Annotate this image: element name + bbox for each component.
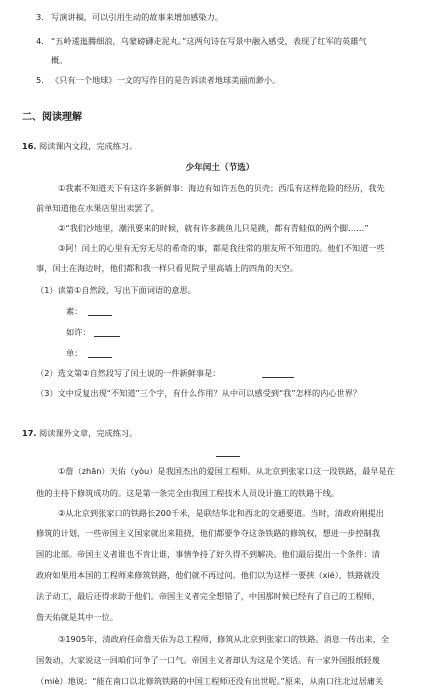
q17-paragraph2-line4: 政府如果用本国的工程师来修筑铁路，他们就不再过问。他们以为这样一要挟（xié），铁路就没 — [36, 570, 380, 580]
q17-paragraph2-line2: 修筑的计划，一些帝国主义国家就出来阻挠，他们都要争夺这条铁路的修筑权，想进一步控制我 — [36, 528, 380, 538]
word-dan-label: 单： — [66, 348, 83, 358]
item-3-text: 写演讲稿，可以引用生动的故事来增加感染力。 — [51, 12, 223, 22]
q16-subquestion-2: （2）选文第②自然段写了闰土说的一件新鲜事是： — [36, 368, 221, 378]
q17-instruction: 阅读课外文章，完成练习。 — [39, 428, 138, 438]
item-4-number: 4. — [36, 36, 44, 46]
q17-paragraph1-line1: ①詹（zhān）天佑（yòu）是我国杰出的爱国工程师。从北京到张家口这一段铁路，最早是在 — [58, 466, 395, 476]
q17-paragraph3-line3: （miè）地说：“能在南口以北修筑铁路的中国工程师还没有出世呢。”原来，从南口往北过居庸关 — [36, 676, 384, 686]
q17-paragraph3-line1: ③1905年，清政府任命詹天佑为总工程师，修筑从北京到张家口的铁路。消息一传出来，全 — [58, 634, 390, 644]
q16-number: 16. — [22, 141, 37, 151]
q16-subquestion-1: （1）读第①自然段，写出下面词语的意思。 — [36, 285, 196, 295]
word-su-answer-line[interactable] — [88, 315, 112, 316]
word-ruxu-label: 如许： — [66, 327, 91, 337]
item-3-number: 3. — [36, 12, 44, 22]
q17-paragraph2-line1: ②从北京到张家口的铁路长200千米，是联结华北和西北的交通要道。当时，清政府刚提出 — [58, 508, 384, 518]
q17-paragraph3-line2: 国轰动，大家说这一回咱们可争了一口气。帝国主义者却认为这是个笑话。有一家外国报纸轻蔑 — [36, 655, 380, 665]
word-ruxu-answer-line[interactable] — [94, 336, 120, 337]
item-5-number: 5. — [36, 75, 44, 85]
item-5-text: 《只有一个地球》一文的写作目的是告诉读者地球美丽而渺小。 — [51, 75, 281, 85]
q16-paragraph1-line1: ①我素不知道天下有这许多新鲜事：海边有如许五色的贝壳；西瓜有这样危险的经历，我先 — [58, 183, 385, 193]
q17-title-blank — [216, 456, 240, 457]
q17-paragraph2-line5: 法子动工，最后还得求助于他们。帝国主义者完全想错了，中国那时候已经有了自己的工程师， — [36, 591, 380, 601]
word-su-label: 素： — [66, 306, 83, 316]
q16-instruction: 阅读课内文段，完成练习。 — [39, 141, 138, 151]
word-dan-answer-line[interactable] — [88, 357, 112, 358]
passage-title: 少年闰土（节选） — [185, 163, 255, 173]
q16-paragraph1-line2: 前单知道他在水果店里出卖罢了。 — [36, 203, 159, 213]
q17-number: 17. — [22, 428, 37, 438]
q17-paragraph2-line6: 詹天佑就是其中一位。 — [36, 612, 118, 622]
q16-paragraph3-line2: 事，闰土在海边时，他们都和我一样只看见院子里高墙上的四角的天空。 — [36, 263, 299, 273]
subquestion-2-answer-line[interactable] — [262, 377, 294, 378]
q17-paragraph1-line2: 他的主持下修筑成功的。这是第一条完全由我国工程技术人员设计施工的铁路干线。 — [36, 488, 339, 498]
item-4-text-line1: “五岭逶迤腾细浪，乌蒙磅礴走泥丸。”这两句诗在写景中融入感受，表现了红军的英雄气 — [51, 36, 367, 46]
section-title: 二、阅读理解 — [22, 112, 82, 123]
q16-subquestion-3: （3）文中反复出现“不知道”三个字，有什么作用？从中可以感受到“我”怎样的内心世界？ — [36, 388, 362, 398]
q17-paragraph2-line3: 国的北部。帝国主义者谁也不肯让谁，事情争持了好久得不到解决。他们最后提出一个条件：清 — [36, 549, 380, 559]
q16-paragraph3-line1: ③阿！闰土的心里有无穷无尽的希奇的事，都是我往常的朋友所不知道的。他们不知道一些 — [58, 243, 385, 253]
q16-paragraph2: ②“我们沙地里，潮汛要来的时候，就有许多跳鱼儿只是跳，都有青蛙似的两个脚……” — [58, 223, 369, 233]
item-4-text-line2: 概。 — [51, 55, 68, 65]
